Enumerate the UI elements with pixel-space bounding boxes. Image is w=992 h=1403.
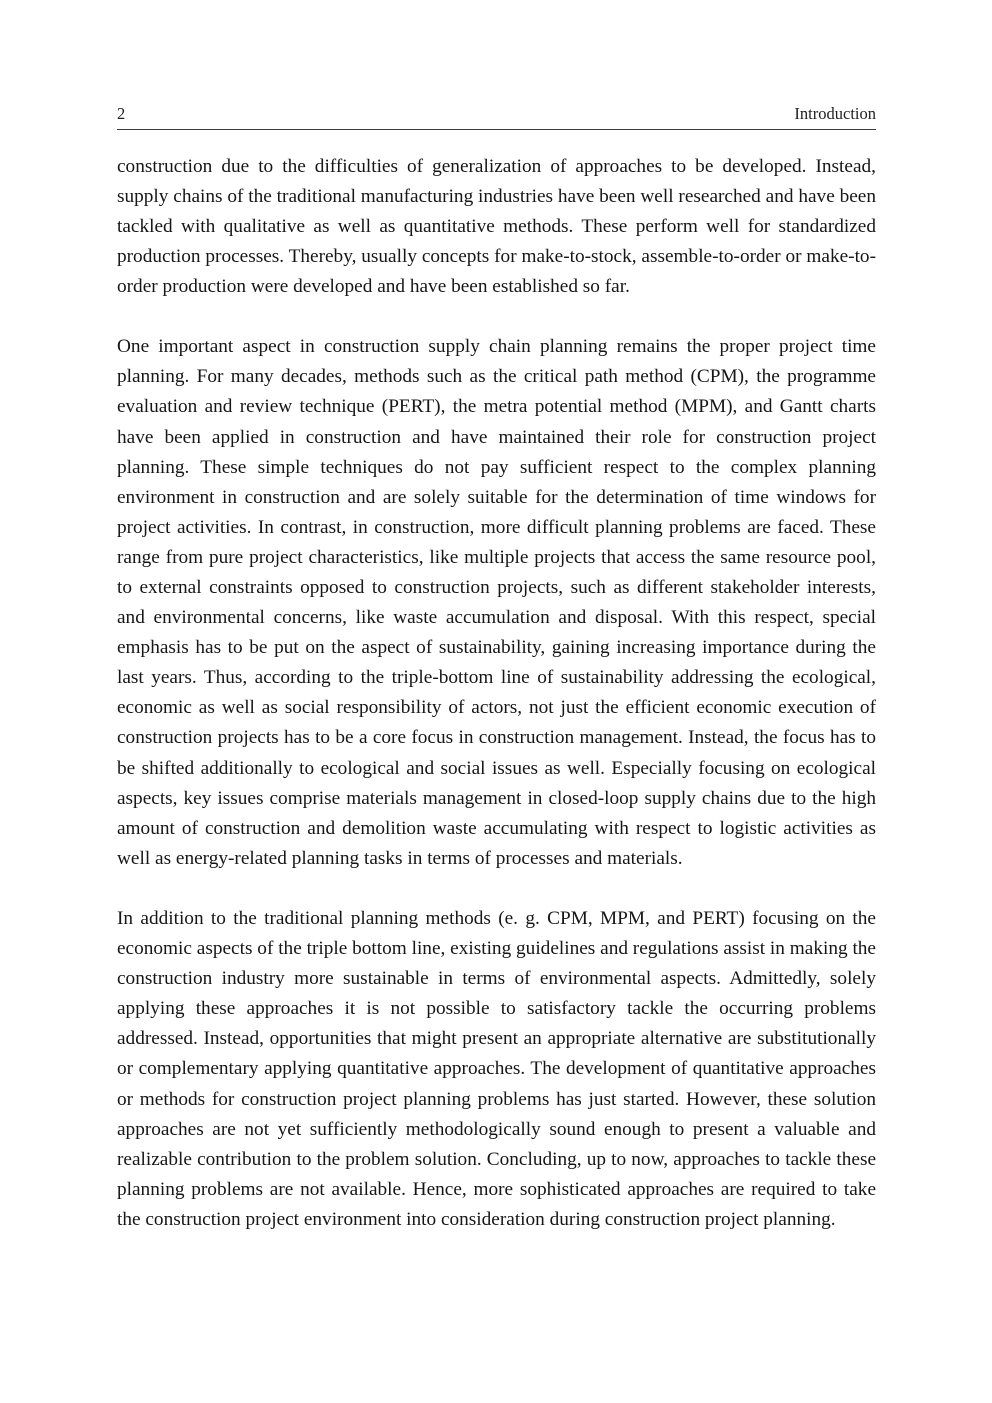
- running-title: Introduction: [794, 104, 876, 123]
- paragraph: construction due to the difficulties of generalization of approaches to be developed. Instead, supply chains of the traditional manufacturing industries have been well researched and have been tackled with qualitative as well as quantitative methods. These perform well for standardized production processes. Thereby, usually concepts for make-to-stock, assemble-to-order or make-to-order production were developed and have been established so far.: [117, 155, 876, 298]
- paragraph: One important aspect in construction supply chain planning remains the proper project time planning. For many decades, methods such as the critical path method (CPM), the programme evaluation and review technique (PERT), the metra potential method (MPM), and Gantt charts have been applied in construction and have maintained their role for construction project planning. These simple techniques do not pay sufficient respect to the complex planning environment in construction and are solely suitable for the determination of time windows for project activities. In contrast, in construction, more difficult planning problems are faced. These range from pure project characteristics, like multiple projects that access the same resource pool, to external constraints opposed to construction projects, such as different stakeholder interests, and environmental concerns, like waste accumulation and disposal. With this respect, special emphasis has to be put on the aspect of sustainability, gaining increasing importance during the last years. Thus, according to the triple-bottom line of sustainability addressing the ecological, economic as well as social responsibility of actors, not just the efficient economic execution of construction projects has to be a core focus in construction management. Instead, the focus has to be shifted additionally to ecological and social issues as well. Especially focusing on ecological aspects, key issues comprise materials management in closed-loop supply chains due to the high amount of construction and demolition waste accumulating with respect to logistic activities as well as energy-related planning tasks in terms of processes and materials.: [117, 336, 876, 869]
- body-text: [117, 152, 876, 1235]
- page-number: 2: [117, 104, 126, 123]
- paragraph: In addition to the traditional planning methods (e. g. CPM, MPM, and PERT) focusing on the economic aspects of the triple bottom line, existing guidelines and regulations assist in making the construction industry more sustainable in terms of environmental aspects. Admittedly, solely applying these approaches it is not possible to satisfactory tackle the occurring problems addressed. Instead, opportunities that might present an appropriate alternative are substitutionally or complementary applying quantitative approaches. The development of quantitative approaches or methods for construction project planning problems has just started. However, these solution approaches are not yet sufficiently methodologically sound enough to present a valuable and realizable contribution to the problem solution. Concluding, up to now, approaches to tackle these planning problems are not available. Hence, more sophisticated approaches are required to take the construction project environment into consideration during construction project planning.: [117, 907, 876, 1230]
- running-header: [117, 104, 876, 130]
- page-content: [117, 104, 876, 1235]
